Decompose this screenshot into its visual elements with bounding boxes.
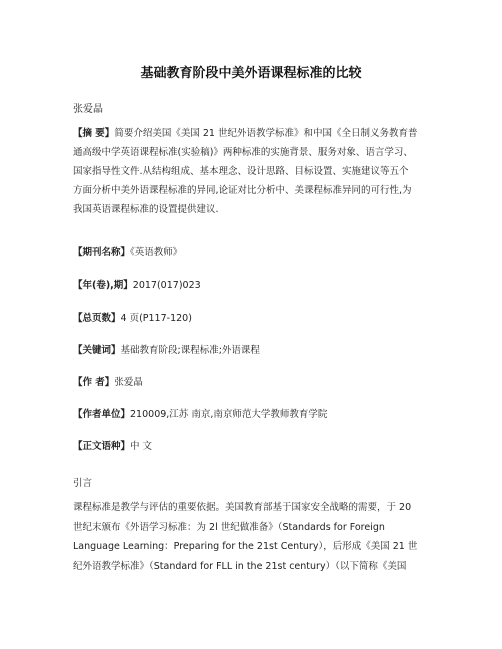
- body-line: 课程标准是教学与评估的重要依据。美国教育部基于国家安全战略的需要，于 20: [73, 502, 412, 513]
- abstract-line: 【摘 要】简要介绍美国《美国 21 世纪外语教学标准》和中国《全日制义务教育普: [73, 128, 418, 139]
- meta-journal: 【期刊名称】《英语教师》: [73, 247, 183, 258]
- abstract-label: 【摘 要】: [73, 128, 115, 139]
- abstract-block: [73, 124, 445, 219]
- meta-language: 【正文语种】中 文: [73, 441, 153, 452]
- abstract-line: 方面分析中美外语课程标准的异同,论证对比分析中、美课程标准异同的可行性,为: [73, 185, 412, 196]
- abstract-line: 通高级中学英语课程标准(实验稿)》两种标准的实施背景、服务对象、语言学习、: [73, 147, 413, 158]
- intro-body: [73, 498, 445, 576]
- meta-keywords: 【关键词】基础教育阶段;课程标准;外语课程: [73, 345, 260, 356]
- intro-heading: 引言: [73, 478, 93, 489]
- abstract-line: 我国英语课程标准的设置提供建议.: [73, 204, 219, 215]
- body-line: Language Learning：Preparing for the 21st Century），后形成《美国 21 世: [73, 541, 418, 552]
- body-line: 世纪末颁布《外语学习标准：为 2l 世纪做准备》（Standards for Foreign: [73, 521, 385, 533]
- author-name: 张爱晶: [73, 104, 103, 115]
- abstract-line: 国家指导性文件.从结构组成、基本理念、设计思路、目标设置、实施建议等五个: [73, 166, 409, 177]
- body-line: 纪外语教学标准》（Standard for FLL in the 21st century）（以下简称《美国: [73, 560, 407, 572]
- meta-author: 【作 者】张爱晶: [73, 377, 143, 388]
- meta-volume-issue: 【年(卷),期】2017(017)023: [73, 280, 201, 291]
- meta-pages: 【总页数】4 页(P117-120): [73, 313, 192, 324]
- meta-affiliation: 【作者单位】210009,江苏 南京,南京师范大学教师教育学院: [73, 409, 328, 420]
- paper-title: 基础教育阶段中美外语课程标准的比较: [140, 66, 362, 81]
